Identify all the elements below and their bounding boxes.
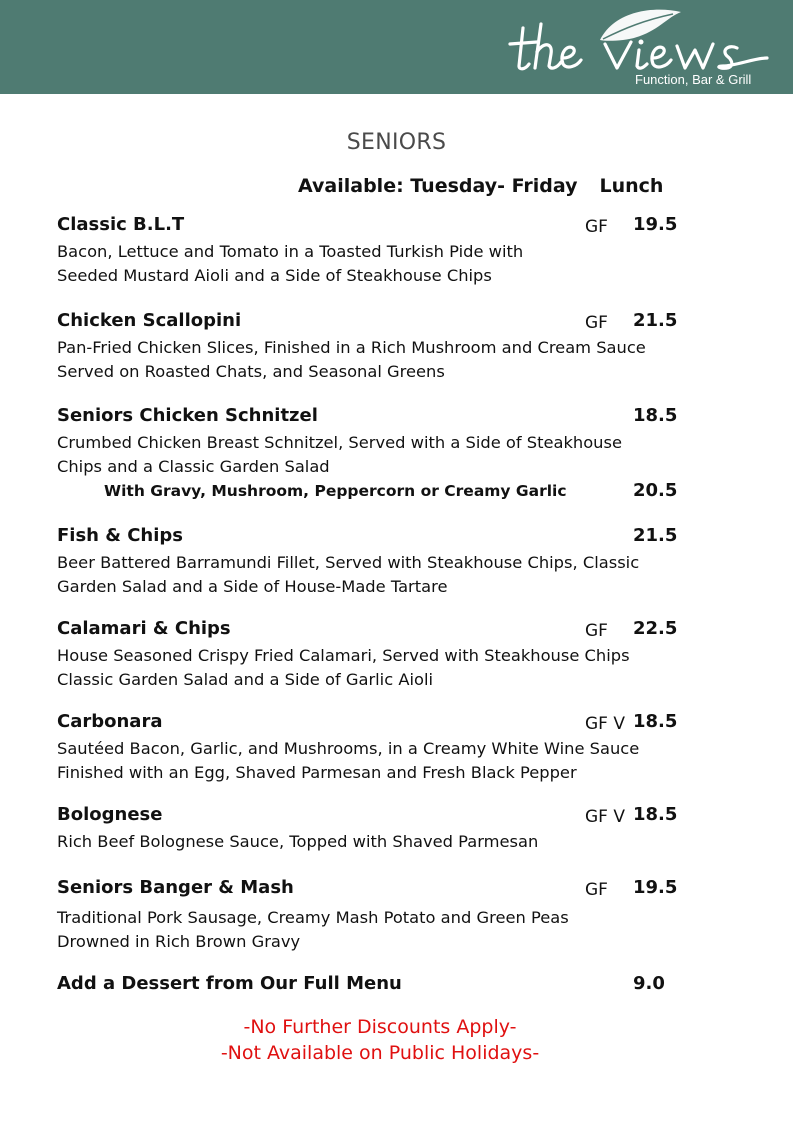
- leaf-logo-icon: [505, 6, 780, 76]
- item-name: Fish & Chips: [57, 525, 184, 546]
- availability-days: Available: Tuesday- Friday: [298, 175, 578, 197]
- item-name: Chicken Scallopini: [57, 310, 242, 331]
- item-description-line: Sautéed Bacon, Garlic, and Mushrooms, in a Creamy White Wine Sauce: [57, 739, 640, 758]
- holiday-note: -Not Available on Public Holidays-: [220, 1042, 540, 1064]
- item-option-label: With Gravy, Mushroom, Peppercorn or Creamy Garlic: [104, 482, 567, 500]
- availability-line: [298, 175, 663, 197]
- availability-meal: Lunch: [599, 175, 664, 197]
- item-description-line: Rich Beef Bolognese Sauce, Topped with Shaved Parmesan: [57, 832, 539, 851]
- item-description-line: Seeded Mustard Aioli and a Side of Steakhouse Chips: [57, 266, 492, 285]
- dessert-label: Add a Dessert from Our Full Menu: [57, 973, 402, 994]
- item-name: Seniors Chicken Schnitzel: [57, 405, 318, 426]
- dessert-price: 9.0: [633, 973, 665, 994]
- item-name: Calamari & Chips: [57, 618, 231, 639]
- dietary-tag: GF: [585, 621, 608, 641]
- dietary-tag: GF: [585, 880, 608, 900]
- dietary-tag: GF: [585, 313, 608, 333]
- item-name: Carbonara: [57, 711, 163, 732]
- item-description-line: Classic Garden Salad and a Side of Garlic Aioli: [57, 670, 433, 689]
- item-price: 22.5: [633, 618, 678, 639]
- dietary-tag: GF: [585, 217, 608, 237]
- item-price: 18.5: [633, 405, 678, 426]
- item-description-line: Beer Battered Barramundi Fillet, Served with Steakhouse Chips, Classic: [57, 553, 640, 572]
- discount-note: -No Further Discounts Apply-: [243, 1016, 517, 1038]
- item-price: 18.5: [633, 711, 678, 732]
- item-name: Classic B.L.T: [57, 214, 185, 235]
- item-price: 21.5: [633, 310, 678, 331]
- item-description-line: Pan-Fried Chicken Slices, Finished in a Rich Mushroom and Cream Sauce: [57, 338, 646, 357]
- item-price: 19.5: [633, 214, 678, 235]
- item-description-line: Traditional Pork Sausage, Creamy Mash Potato and Green Peas: [57, 908, 569, 927]
- item-name: Seniors Banger & Mash: [57, 877, 294, 898]
- item-price: 21.5: [633, 525, 678, 546]
- dietary-tag: GF V: [585, 807, 625, 827]
- item-price: 18.5: [633, 804, 678, 825]
- item-description-line: Crumbed Chicken Breast Schnitzel, Served with a Side of Steakhouse: [57, 433, 623, 452]
- item-description-line: Chips and a Classic Garden Salad: [57, 457, 330, 476]
- item-description-line: House Seasoned Crispy Fried Calamari, Served with Steakhouse Chips: [57, 646, 630, 665]
- item-name: Bolognese: [57, 804, 163, 825]
- dietary-tag: GF V: [585, 714, 625, 734]
- brand-logo: [505, 6, 780, 90]
- item-description-line: Bacon, Lettuce and Tomato in a Toasted Turkish Pide with: [57, 242, 524, 261]
- item-description-line: Finished with an Egg, Shaved Parmesan and Fresh Black Pepper: [57, 763, 577, 782]
- item-price: 19.5: [633, 877, 678, 898]
- item-description-line: Drowned in Rich Brown Gravy: [57, 932, 301, 951]
- header-banner: [0, 0, 793, 94]
- menu-title: SENIORS: [346, 130, 447, 155]
- item-description-line: Served on Roasted Chats, and Seasonal Greens: [57, 362, 445, 381]
- item-option-price: 20.5: [633, 480, 678, 501]
- item-description-line: Garden Salad and a Side of House-Made Tartare: [57, 577, 448, 596]
- brand-tagline: Function, Bar & Grill: [635, 72, 752, 87]
